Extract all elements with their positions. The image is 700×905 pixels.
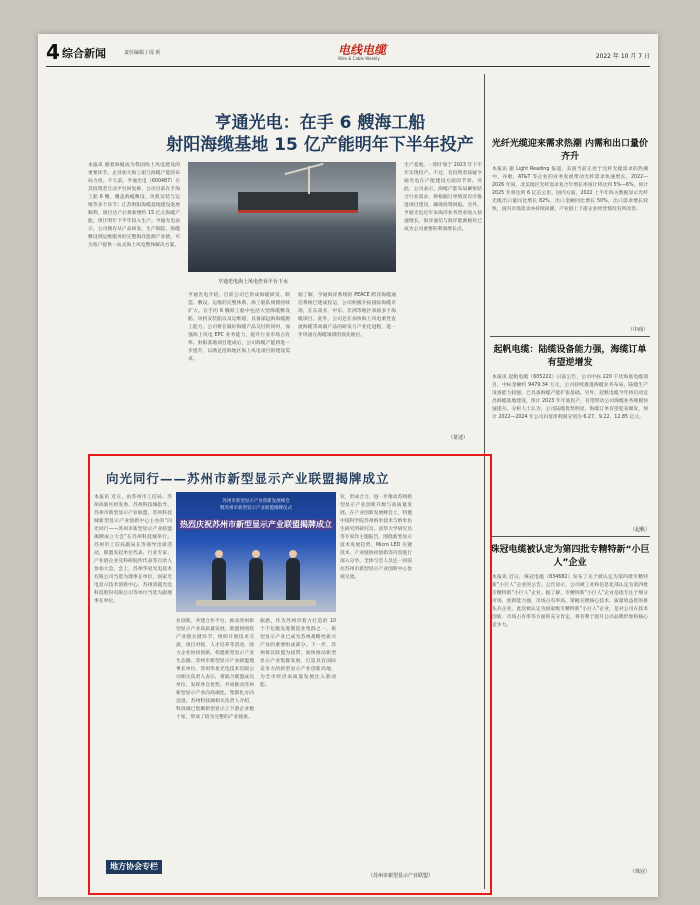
sidebar-story1-headline: 光纤光缆迎来需求热潮 内需和出口量价齐升 (491, 139, 649, 162)
lead-body-col2: 亨通光电介绍，目前公司已形成海缆研发、制造、敷设、运维的完整体系，海工船队规模持续扩大。在手的 6 艘海工船中包括大型海缆敷设船、风机安装船以及运维船，具备深远海海缆施工能力。公司将在做好海缆产品交付的同时，加强海上风电 EPC 业务能力，提升行业市场占有率。射阳基地项目建成后，公司海缆产能将进一步提升，以满足沿海地区海上风电项目的建设需求。 (188, 293, 290, 362)
sidebar-divider-2 (490, 536, 650, 537)
sidebar-story3-byline: （珠冠） (630, 869, 651, 875)
lead-body-col3: 生产基地，一期计划于 2023 年下半年实现投产。不过，有投资者质疑亨通光电在产能建设方面的节奏。对此，公司表示，海缆产能布局紧密结合行业需求，将根据订单情况有序推进项目建设，确保投资回报。另外，亨通光电近年来海洋业务营业收入快速增长，海洋通信与海洋能源板块已成为公司重要的利润增长点。 (404, 163, 482, 232)
feature-footer-tag: 地方协会专栏 (106, 860, 162, 874)
event-person-left (212, 558, 226, 600)
feature-headline: 向光同行——苏州市新型显示产业联盟揭牌成立 (106, 471, 390, 486)
sidebar-divider-1 (490, 336, 650, 337)
page-header (46, 40, 650, 67)
sidebar-story3-body: 本报讯 近日，珠冠电缆（834682）发布了关于被认定为第四批专精特新“小巨人”企业的公告。公告显示，公司被工业和信息化部认定为第四批专精特新“小巨人”企业。据了解，专精特新“小巨人”企业是指专注于细分市场、创新能力强、市场占有率高、掌握关键核心技术、质量效益优的排头兵企业。此次被认定为国家级专精特新“小巨人”企业，是对公司在技术创新、市场占有率等方面的充分肯定，将有利于提升公司品牌形象和核心竞争力。 (492, 575, 648, 628)
event-photo (176, 492, 336, 612)
ship-crane-boom (284, 163, 323, 175)
feature-byline: （苏州市新型显示产业联盟） (368, 873, 434, 879)
event-person-left-head (215, 550, 223, 558)
lead-byline: （常述） (448, 435, 469, 441)
feature-body-col3b: 据悉，作为苏州市着力打造的 10 个千亿级先进制造业集群之一，新型显示产业已成为苏州战略性新兴产业的重要组成部分。下一步，苏州将以联盟为纽带，加快推动新型显示产业集群发展，打造具有国际竞争力的新型显示产业创新高地，为全市经济高质量发展注入新动能。 (260, 619, 336, 688)
ship-crane (308, 166, 310, 194)
section-name: 综合新闻 (62, 47, 106, 60)
event-person-center (249, 558, 263, 600)
page-number: 4 (46, 40, 60, 64)
lead-body-col4: 据了解，亨通海洋系统的 PEACE 跨洋海缆通信系统已建成投运，公司积极开拓国际海缆市场，在东南亚、中东、非洲等地区承接多个海缆项目。此外，公司还在加快海上风电柔性直流海缆等高端产品的研发与产业化进程，进一步巩固在海缆领域的领先地位。 (298, 293, 396, 338)
sidebar-story2-byline: （起帆） (630, 527, 651, 533)
event-banner-top: 苏州市新型显示产业创新发展峰会 (222, 499, 290, 504)
event-banner-middle: 暨苏州市新型显示产业联盟揭牌仪式 (220, 506, 292, 511)
lead-body-col1: 本报讯 随着海缆成为我国海上风电建设的重要环节，企业加大海工船与海缆产能的布局力度。不久前，亨通光电（600487）在其投资者互动平台回复称，公司目前在手海工船 6 艘，覆盖海缆敷设、风机安装与运维等多个环节；江苏射阳海缆基地建设进展顺利，项目达产后将新增约 15 亿元海缆产能，预计明年下半年投入生产。亨通光电表示，公司拥有从产品研发、生产制造、海缆敷设到运维服务的完整海洋能源产业链，可为客户提供一站式海上风电整体解决方案。 (88, 163, 180, 248)
event-person-right-head (289, 550, 297, 558)
lead-headline-line1: 亨通光电：在手 6 艘海工船 (214, 113, 426, 133)
event-stage (196, 600, 316, 606)
feature-body-col3: 业，形成合力，进一步推动苏州新型显示产业创新升级与高质量发展。在产业创新发展峰会上，特邀中国科学院苏州纳米技术与纳米仿生研究所研究员、清华大学研究员等专家作主题报告，围绕新型显示技术发展趋势、Micro LED 关键技术、产业链协同创新等内容进行深入分享。全体与会人员还一同前往苏州市新型显示产业创新中心参观交流。 (340, 495, 412, 580)
newspaper-page (38, 34, 658, 897)
sidebar-story3-headline: 珠冠电缆被认定为第四批专精特新“小巨人”企业 (490, 545, 650, 568)
lead-headline-line2: 射阳海缆基地 15 亿产能明年下半年投产 (166, 135, 474, 155)
ship-photo (188, 162, 396, 272)
masthead-subtitle: Wire & Cable Weekly (338, 56, 380, 61)
sidebar-story2-body: 本报讯 起帆电缆（605222）日前公告，公司中标 220 千伏海底电缆项目，中标金额约 9479.34 万元。公司持续推进海缆业务布局，陆缆生产设备能力较强，已具备海缆产能扩张基础。另外，起帆电缆今年将启动宜昌海缆基地建设，预计 2023 年年底投产，有望带动公司海缆业务规模快速提升。分析人士认为，公司陆缆优势明显，海缆订单有望迎来爆发，预计 2022—2024 年公司归母净利润分别为 6.27、9.22、12.85 亿元。 (492, 375, 648, 420)
masthead-logo: 电线电缆 (338, 43, 387, 57)
ship-hull (238, 192, 358, 213)
photo-caption: 亨通光电海上风电作业平台下水 (218, 279, 289, 285)
event-banner-main: 热烈庆祝苏州市新型显示产业联盟揭牌成立 (180, 520, 332, 529)
sidebar-story2-headline: 起帆电缆：陆缆设备能力强，海缆订单有望逆增发 (493, 345, 647, 368)
editor-credit: 责任编辑 / 周 昕 (124, 50, 161, 56)
sidebar-story1-byline: （中商） (628, 327, 649, 333)
event-person-right (286, 558, 300, 600)
feature-body-col4 (340, 620, 482, 850)
feature-body-col1: 本报讯 近日，由苏州市工信局、苏州高新区经发委、苏州科技城指导，苏州市新型显示产业联盟、苏州科技城新型显示产业创新中心主办的“向光同行——苏州市新型显示产业联盟揭牌成立大会”在苏州科技城举行。苏州市工信局副局长等领导出席活动，联盟发起单位代表、行业专家、产业链企业及科研院所代表等百余人参加大会。会上，苏州华星光电技术有限公司当选为理事长单位，国家光电显示技术创新中心、苏州清越光电科技股份有限公司等单位当选为副理事长单位。 (94, 495, 172, 604)
issue-date: 2022 年 10 月 7 日 (595, 53, 650, 60)
sidebar-story1-body: 本报讯 据 Light Reading 报道，美国当前正处于光纤光缆需求的热潮中，谷歌、AT&T 等企业的业务发展带动光纤需求快速增长。2022—2026 年间，北美地区光纤需求复合年增长率预计将达到 5%—6%，预计 2025 年将达到 6 亿芯公里。国内方面，2022 上半年海关数据显示光纤光缆出口量同比增长 82%，出口金额同比增长 50%，出口需求增长较快，国内市场需求亦持续回暖，产业链上下游企业经营情况有所改善。 (492, 167, 648, 212)
event-person-center-head (252, 550, 260, 558)
feature-body-col2: 业创新，共建合作平台，推动苏州新型显示产业高质量发展。联盟将围绕产业链关键环节，组织开展技术交流、项目对接、人才培养等活动，助力企业协同创新，构建新型显示产业生态圈。苏州市新型显示产业联盟理事长单位、苏州华星光电技术有限公司相关负责人表示，将联合联盟成员单位，发挥各自优势，共同推动苏州新型显示产业向高端化、集群化方向迈进。苏州科技城相关负责人介绍，科技城已集聚新型显示上下游企业数十家，形成了较为完整的产业链条。 (176, 619, 254, 720)
